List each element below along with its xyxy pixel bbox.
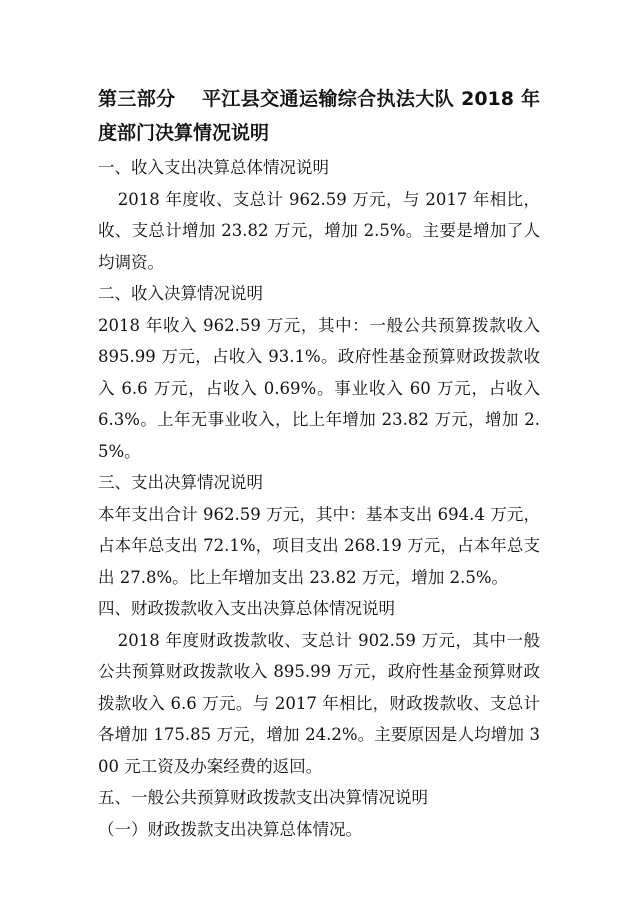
document-body: [98, 82, 540, 845]
section-3-paragraph: 本年支出合计 962.59 万元，其中：基本支出 694.4 万元，占本年总支出 72.1%，项目支出 268.19 万元，占本年总支出 27.8%。比上年增加支出 23.82 万元，增加 2.5%。: [98, 504, 540, 587]
document-title: 第三部分 平江县交通运输综合执法大队 2018 年度部门决算情况说明: [98, 88, 540, 144]
section-3-heading: 三、支出决算情况说明: [98, 473, 263, 492]
section-5-subheading: （一）财政拨款支出决算总体情况。: [98, 819, 362, 839]
section-4-heading: 四、财政拨款收入支出决算总体情况说明: [98, 599, 395, 618]
section-1-heading: 一、收入支出决算总体情况说明: [98, 158, 329, 177]
section-2-paragraph: 2018 年收入 962.59 万元，其中：一般公共预算拨款收入 895.99 万元，占收入 93.1%。政府性基金预算财政拨款收入 6.6 万元，占收入 0.69%。事业收入 60 万元，占收入 6.3%。上年无事业收入，比上年增加 23.82 万元，增加 2.5%。: [98, 315, 540, 461]
section-1-paragraph: 2018 年度收、支总计 962.59 万元，与 2017 年相比，收、支总计增加 23.82 万元，增加 2.5%。主要是增加了人均调资。: [98, 189, 540, 272]
section-2-heading: 二、收入决算情况说明: [98, 284, 263, 303]
section-5-heading: 五、一般公共预算财政拨款支出决算情况说明: [98, 788, 428, 807]
section-4-paragraph: 2018 年度财政拨款收、支总计 902.59 万元，其中一般公共预算财政拨款收入 895.99 万元，政府性基金预算财政拨款收入 6.6 万元。与 2017 年相比，财政拨款收、支总计各增加 175.85 万元，增加 24.2%。主要原因是人均增加 300 元工资及办案经费的返回。: [98, 630, 540, 776]
